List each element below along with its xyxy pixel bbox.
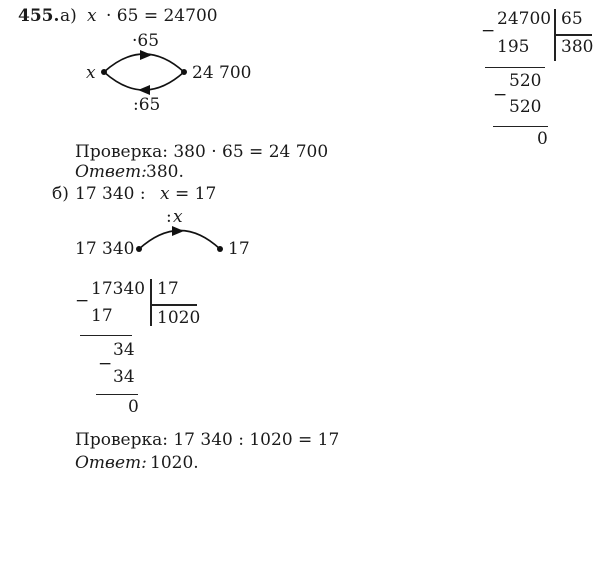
division-b-step-3: 34 xyxy=(113,367,135,387)
division-a-remainder: 0 xyxy=(537,129,548,149)
diagram-b-arrowhead xyxy=(172,226,184,236)
division-a-step-1: 195 xyxy=(497,37,530,57)
diagram-a-left: x xyxy=(86,63,96,83)
division-b-rule-2 xyxy=(96,394,138,395)
part-b-answer-value: 1020. xyxy=(150,453,199,473)
problem-number: 455. xyxy=(18,6,60,26)
part-b-equation-left: 17 340 : xyxy=(75,184,146,204)
part-a-answer-label: Ответ: xyxy=(75,162,147,182)
division-a-step-2: 520 xyxy=(509,71,542,91)
division-b-minus-2: − xyxy=(98,354,113,374)
division-b-dividend: 17340 xyxy=(91,279,146,299)
division-b-minus-1: − xyxy=(75,291,90,311)
diagram-a-right: 24 700 xyxy=(192,63,252,83)
diagram-b-top-op-var: x xyxy=(173,207,183,227)
part-a-equation: · 65 = 24700 xyxy=(106,6,218,26)
part-b-variable: x xyxy=(160,184,170,204)
division-b-quotient: 1020 xyxy=(157,308,201,328)
division-b-remainder: 0 xyxy=(128,397,139,417)
division-a-divisor: 65 xyxy=(561,9,583,29)
diagram-a-bottom-op: :65 xyxy=(133,95,161,115)
diagram-b-top-op-sign: : xyxy=(166,207,172,227)
division-b-divisor: 17 xyxy=(157,279,179,299)
part-b-check: Проверка: 17 340 : 1020 = 17 xyxy=(75,430,340,450)
diagram-b-arc xyxy=(139,231,220,250)
part-a-label: а) xyxy=(60,6,77,26)
division-b-step-1: 17 xyxy=(91,306,113,326)
division-b-vertical-bar xyxy=(150,279,152,326)
division-a-quotient: 380 xyxy=(561,37,594,57)
part-b-answer-label: Ответ: xyxy=(75,453,147,473)
part-a-answer-value: 380. xyxy=(146,162,184,182)
division-b-step-2: 34 xyxy=(113,340,135,360)
division-a-minus-1: − xyxy=(481,21,496,41)
part-b-label: б) xyxy=(52,184,69,204)
division-a-dividend: 24700 xyxy=(497,9,552,29)
diagram-b-right: 17 xyxy=(228,239,250,259)
division-b-rule-1 xyxy=(80,335,132,336)
division-b-quotient-bar xyxy=(151,304,197,306)
diagram-b-left: 17 340 xyxy=(75,239,135,259)
part-a-check: Проверка: 380 · 65 = 24 700 xyxy=(75,142,329,162)
part-b-equation-right: = 17 xyxy=(175,184,217,204)
diagram-a-top-op: ·65 xyxy=(132,31,160,51)
division-a-step-3: 520 xyxy=(509,97,542,117)
part-a-variable: x xyxy=(87,6,97,26)
division-a-minus-2: − xyxy=(493,85,508,105)
